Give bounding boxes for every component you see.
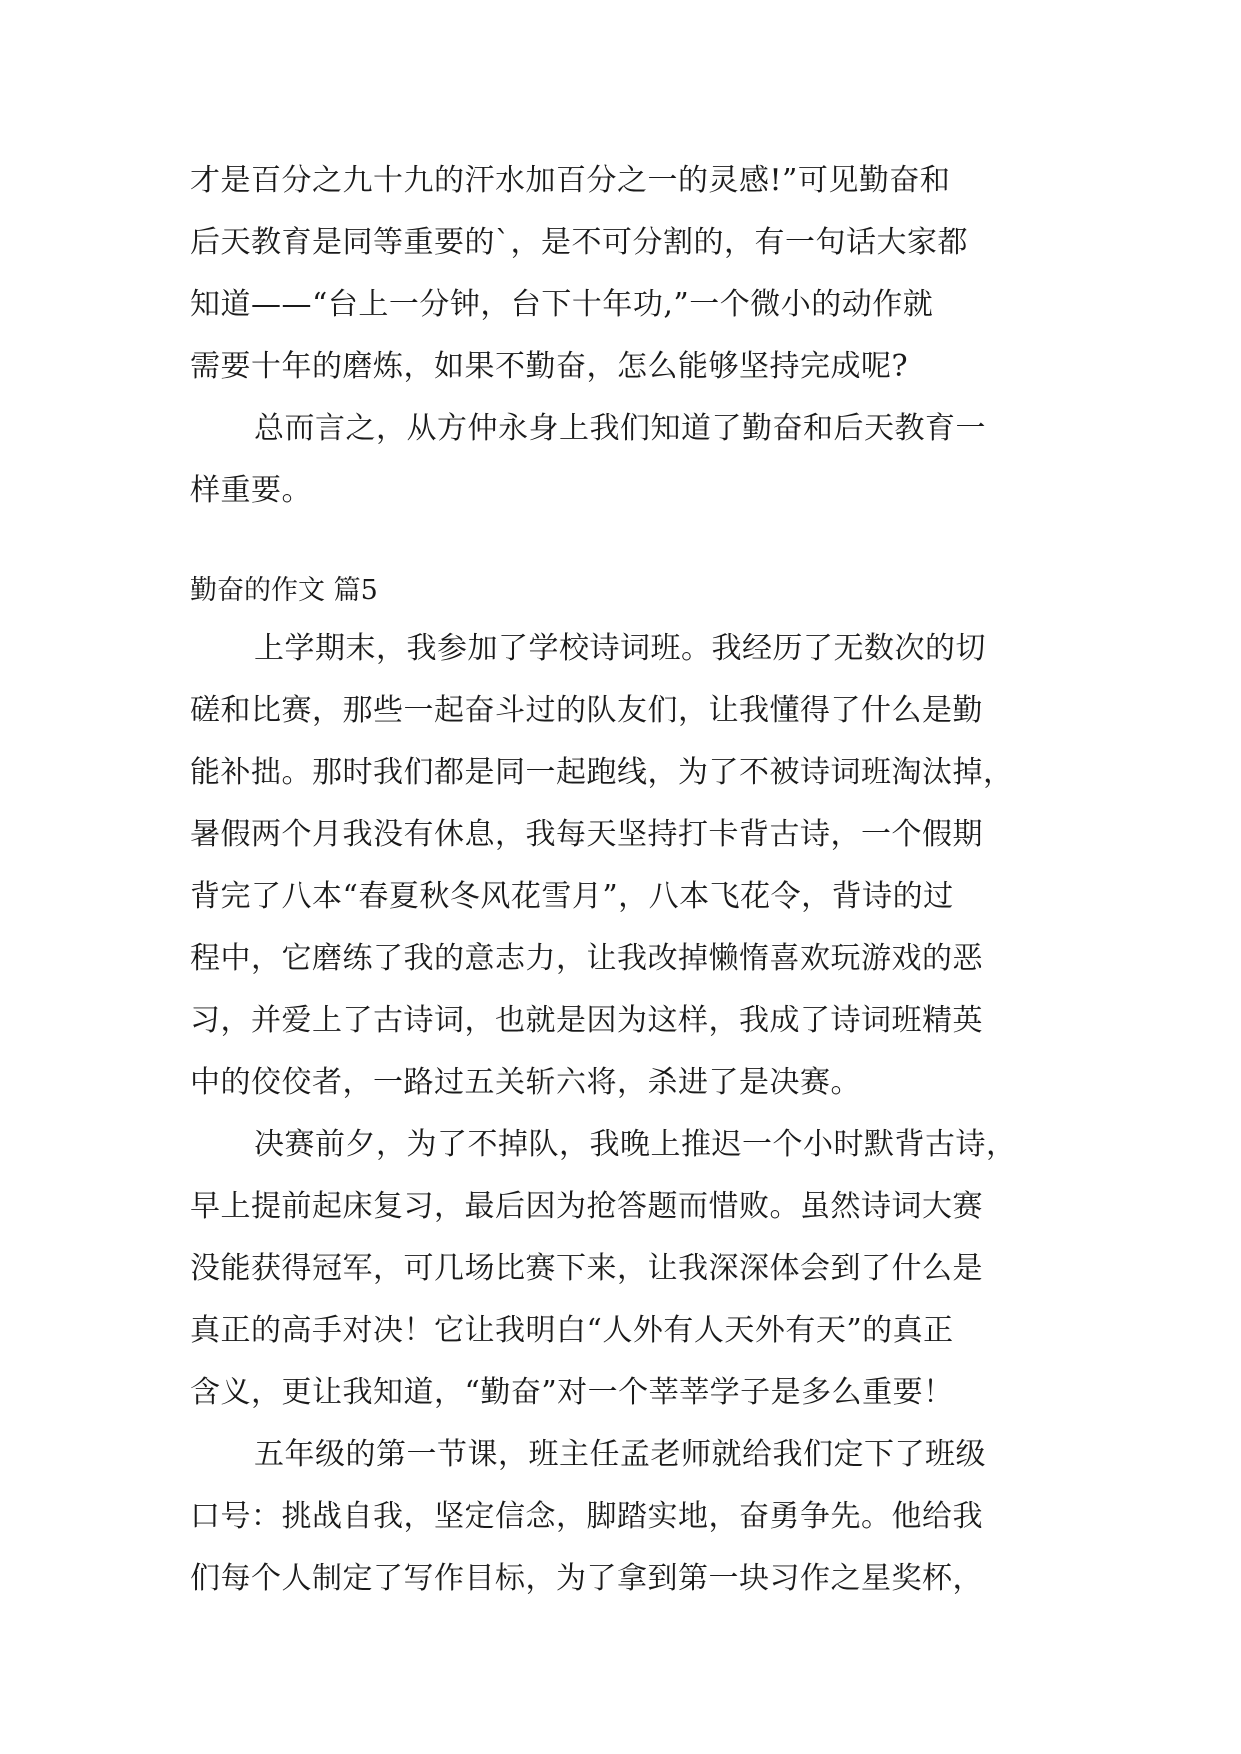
text-line: 总而言之，从方仲永身上我们知道了勤奋和后天教育一 [254,411,986,446]
text-line: 暑假两个月我没有休息，我每天坚持打卡背古诗，一个假期 [190,817,983,852]
text-line: 样重要。 [190,473,312,508]
text-line: 口号：挑战自我，坚定信念，脚踏实地，奋勇争先。他给我 [190,1499,983,1534]
text-line: 能补拙。那时我们都是同一起跑线，为了不被诗词班淘汰掉， [190,755,1014,790]
text-line: 早上提前起床复习，最后因为抢答题而惜败。虽然诗词大赛 [190,1189,983,1224]
text-line: 上学期末，我参加了学校诗词班。我经历了无数次的切 [254,631,986,666]
text-line: 需要十年的磨炼，如果不勤奋，怎么能够坚持完成呢? [190,349,909,384]
paragraph [190,150,1050,398]
paragraph [190,1424,1050,1610]
paragraph [190,398,1050,522]
paragraph [190,618,1050,1114]
text-line: 习，并爱上了古诗词，也就是因为这样，我成了诗词班精英 [190,1003,983,1038]
text-line: 决赛前夕，为了不掉队，我晚上推迟一个小时默背古诗， [254,1127,1017,1162]
text-line: 真正的高手对决！它让我明白“人外有人天外有天”的真正 [190,1313,954,1348]
text-line: 们每个人制定了写作目标，为了拿到第一块习作之星奖杯， [190,1561,983,1596]
section-text-block [190,618,1050,1610]
paragraph [190,1114,1050,1424]
text-line: 知道——“台上一分钟，台下十年功,”一个微小的动作就 [190,287,934,322]
text-line: 含义，更让我知道，“勤奋”对一个莘莘学子是多么重要！ [190,1375,954,1410]
text-line: 中的佼佼者，一路过五关斩六将，杀进了是决赛。 [190,1065,861,1100]
text-line: 才是百分之九十九的汗水加百分之一的灵感!”可见勤奋和 [190,163,951,198]
text-line: 五年级的第一节课，班主任孟老师就给我们定下了班级 [254,1437,986,1472]
top-text-block [190,150,1050,522]
text-line: 后天教育是同等重要的`，是不可分割的，有一句话大家都 [190,225,968,260]
text-line: 没能获得冠军，可几场比赛下来，让我深深体会到了什么是 [190,1251,983,1286]
text-line: 磋和比赛，那些一起奋斗过的队友们，让我懂得了什么是勤 [190,693,983,728]
section-heading: 勤奋的作文 篇5 [190,575,378,606]
text-line: 背完了八本“春夏秋冬风花雪月”，八本飞花令，背诗的过 [190,879,954,914]
text-line: 程中，它磨练了我的意志力，让我改掉懒惰喜欢玩游戏的恶 [190,941,983,976]
